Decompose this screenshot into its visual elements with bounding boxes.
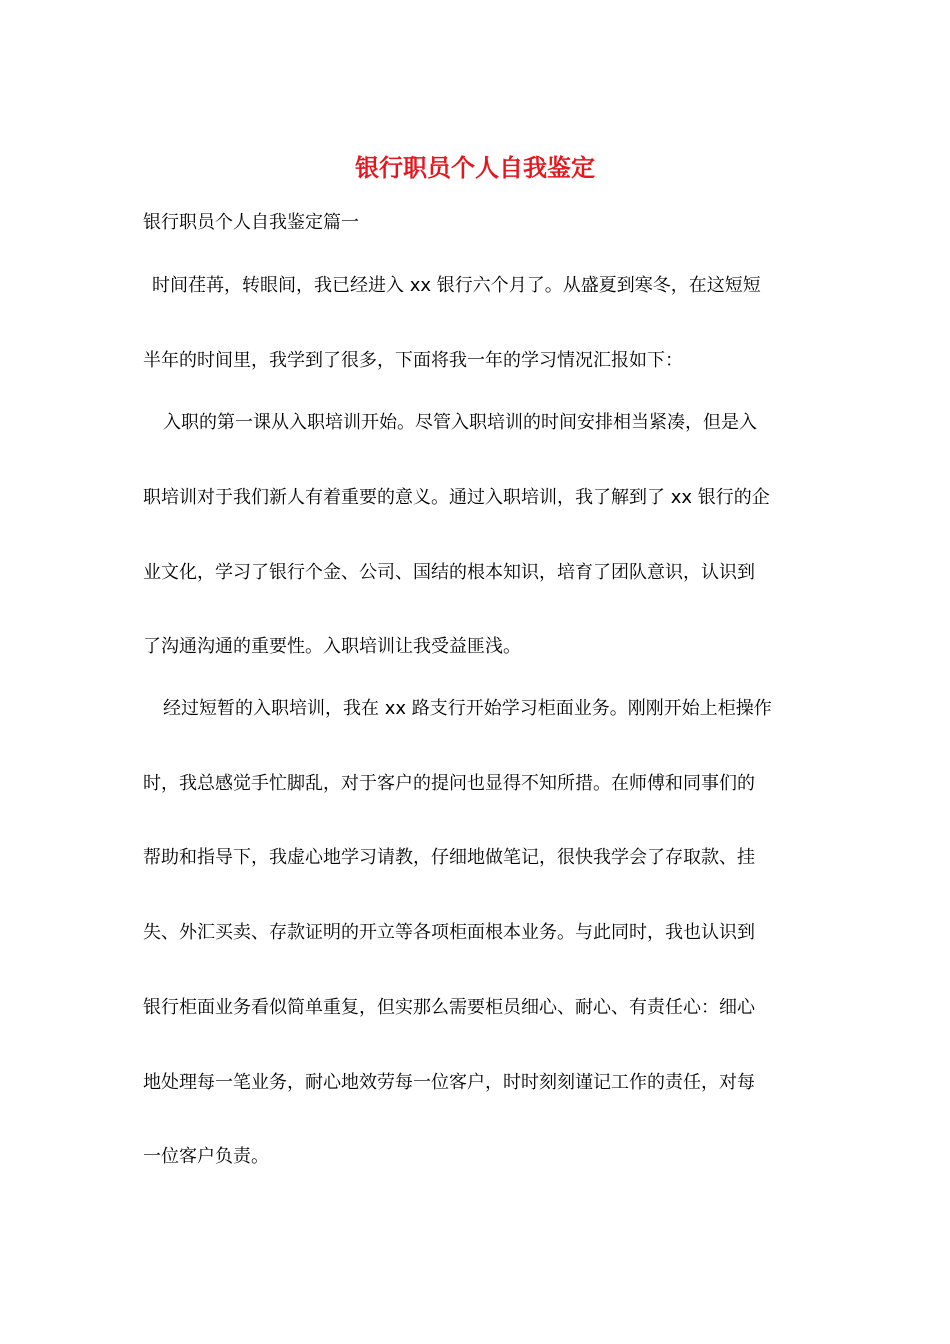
paragraph-line: 一位客户负责。 <box>143 1146 269 1167</box>
paragraph-line: 经过短暂的入职培训，我在 xx 路支行开始学习柜面业务。刚刚开始上柜操作 <box>163 698 772 719</box>
document-title: 银行职员个人自我鉴定 <box>355 153 595 182</box>
paragraph-line: 半年的时间里，我学到了很多，下面将我一年的学习情况汇报如下： <box>143 350 683 371</box>
paragraph-line: 时间荏苒，转眼间，我已经进入 xx 银行六个月了。从盛夏到寒冬，在这短短 <box>152 275 761 296</box>
paragraph-line: 业文化，学习了银行个金、公司、国结的根本知识，培育了团队意识，认识到 <box>143 562 755 583</box>
paragraph-line: 了沟通沟通的重要性。入职培训让我受益匪浅。 <box>143 636 521 657</box>
paragraph-line: 失、外汇买卖、存款证明的开立等各项柜面根本业务。与此同时，我也认识到 <box>143 922 755 943</box>
paragraph-line: 职培训对于我们新人有着重要的意义。通过入职培训，我了解到了 xx 银行的企 <box>143 487 770 508</box>
paragraph-line: 地处理每一笔业务，耐心地效劳每一位客户，时时刻刻谨记工作的责任，对每 <box>143 1072 755 1093</box>
section-heading: 银行职员个人自我鉴定篇一 <box>143 212 359 233</box>
paragraph-line: 帮助和指导下，我虚心地学习请教，仔细地做笔记，很快我学会了存取款、挂 <box>143 847 755 868</box>
paragraph-line: 时，我总感觉手忙脚乱，对于客户的提问也显得不知所措。在师傅和同事们的 <box>143 773 755 794</box>
paragraph-line: 银行柜面业务看似简单重复，但实那么需要柜员细心、耐心、有责任心：细心 <box>143 997 755 1018</box>
paragraph-line: 入职的第一课从入职培训开始。尽管入职培训的时间安排相当紧凑，但是入 <box>163 412 757 433</box>
